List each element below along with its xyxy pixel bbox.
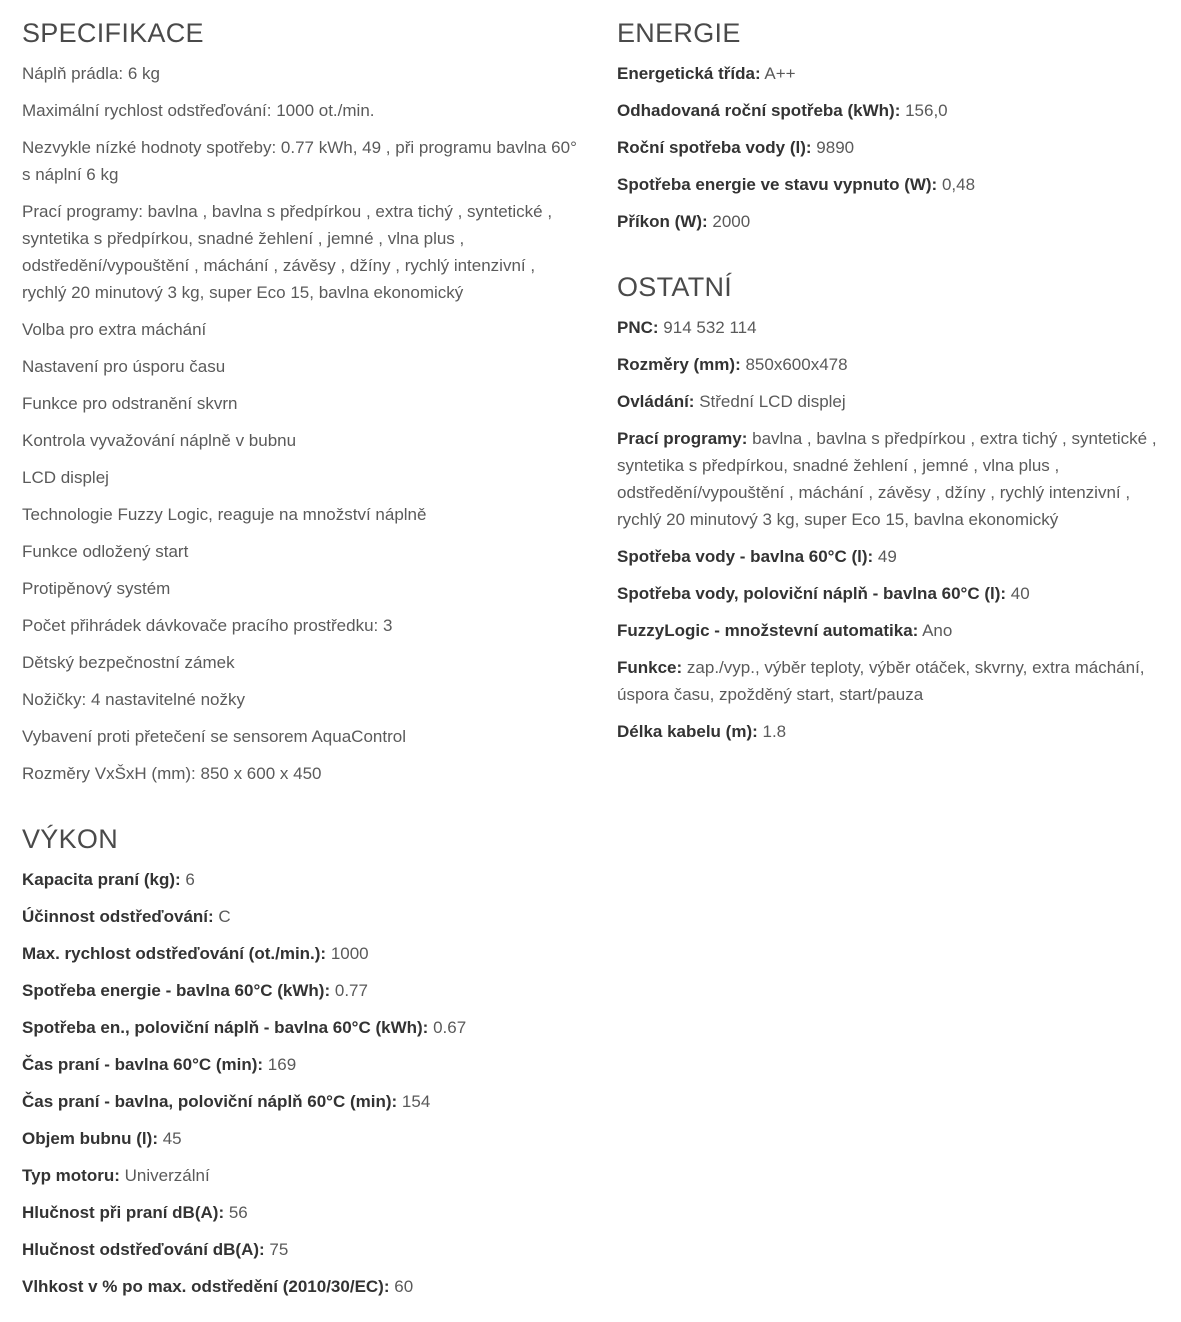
section-title-energie: ENERGIE [617,18,741,48]
spec-key: Vlhkost v % po max. odstředění (2010/30/EC): [22,1277,390,1296]
right-column [617,0,1165,755]
spec-value: 154 [397,1092,431,1111]
section-energie [617,0,1165,235]
spec-value: 60 [389,1277,414,1296]
spec-row [22,903,582,930]
spec-row [22,940,582,967]
spec-value: Univerzální [119,1166,210,1185]
spec-row [617,208,1165,235]
spec-row [617,134,1165,161]
list-vykon [22,866,582,1300]
list-item: LCD displej [22,468,109,487]
spec-row [617,171,1165,198]
spec-key: Kapacita praní (kg): [22,870,181,889]
spec-value: bavlna , bavlna s předpírkou , extra tichý , syntetické , syntetika s předpírkou, snadné žehlení , jemné , vlna plus , odstředění/vypouštění , máchání , závěsy , džíny , rychlý intenzivní , rychlý 20 minutový 3 kg, super Eco 15, bavlna ekonomický [617,429,1157,529]
spec-key: Příkon (W): [617,212,708,231]
spec-key: Spotřeba energie - bavlna 60°C (kWh): [22,981,331,1000]
spec-row [22,1051,582,1078]
spec-row [22,1014,582,1041]
spec-key: Hlučnost odstřeďování dB(A): [22,1240,265,1259]
spec-value: 6 [180,870,195,889]
spec-key: Spotřeba vody, poloviční náplň - bavlna 60°C (l): [617,584,1007,603]
list-item: Funkce odložený start [22,542,189,561]
list-item: Nezvykle nízké hodnoty spotřeby: 0.77 kWh, 49 , při programu bavlna 60° s náplní 6 kg [22,138,577,184]
spec-value: Ano [918,621,953,640]
spec-row [22,1125,582,1152]
spec-value: 49 [873,547,897,566]
spec-row [617,60,1165,87]
section-title-ostatni: OSTATNÍ [617,272,733,302]
spec-row [617,580,1165,607]
spec-key: Typ motoru: [22,1166,120,1185]
section-title-vykon: VÝKON [22,824,119,854]
left-column [22,0,582,1310]
spec-value: 0.67 [428,1018,467,1037]
list-item: Rozměry VxŠxH (mm): 850 x 600 x 450 [22,764,322,783]
spec-row [22,1162,582,1189]
list-specifikace [22,60,582,787]
spec-value: 9890 [811,138,855,157]
spec-row [617,97,1165,124]
spec-key: Délka kabelu (m): [617,722,758,741]
spec-row [617,388,1165,415]
list-item: Protipěnový systém [22,579,171,598]
spec-value: 40 [1006,584,1030,603]
spec-value: 156,0 [900,101,948,120]
spec-row [617,617,1165,644]
list-item: Nožičky: 4 nastavitelné nožky [22,690,245,709]
spec-value: 169 [263,1055,297,1074]
spec-key: Spotřeba energie ve stavu vypnuto (W): [617,175,938,194]
spec-key: Max. rychlost odstřeďování (ot./min.): [22,944,327,963]
spec-row [617,543,1165,570]
list-item: Náplň prádla: 6 kg [22,64,160,83]
spec-key: Energetická třída: [617,64,761,83]
spec-key: Roční spotřeba vody (l): [617,138,812,157]
list-item: Volba pro extra máchání [22,320,207,339]
spec-row [22,1199,582,1226]
list-item: Prací programy: bavlna , bavlna s předpírkou , extra tichý , syntetické , syntetika s předpírkou, snadné žehlení , jemné , vlna plus , odstředění/vypouštění , máchání , závěsy , džíny , rychlý intenzivní , rychlý 20 minutový 3 kg, super Eco 15, bavlna ekonomický [22,202,553,302]
spec-key: Prací programy: [617,429,748,448]
spec-row [22,977,582,1004]
list-item: Vybavení proti přetečení se sensorem AquaControl [22,727,406,746]
list-energie [617,60,1165,235]
spec-value: 45 [157,1129,182,1148]
spec-value: 0,48 [937,175,976,194]
list-item: Funkce pro odstranění skvrn [22,394,238,413]
spec-row [617,718,1165,745]
list-item: Nastavení pro úsporu času [22,357,226,376]
spec-row [22,1273,582,1300]
spec-row [617,351,1165,378]
spec-value: 1.8 [757,722,787,741]
spec-value: zap./vyp., výběr teploty, výběr otáček, skvrny, extra máchání, úspora času, zpožděný start, start/pauza [617,658,1145,704]
list-item: Dětský bezpečnostní zámek [22,653,235,672]
spec-row [617,314,1165,341]
spec-row [22,1088,582,1115]
spec-value: 0.77 [330,981,368,1000]
spec-key: FuzzyLogic - množstevní automatika: [617,621,919,640]
spec-key: Hlučnost při praní dB(A): [22,1203,225,1222]
section-vykon [22,797,582,1300]
spec-key: Ovládání: [617,392,695,411]
spec-row [617,425,1165,533]
spec-value: 850x600x478 [740,355,848,374]
section-ostatni [617,245,1165,745]
spec-value: 1000 [326,944,369,963]
list-item: Kontrola vyvažování náplně v bubnu [22,431,297,450]
spec-key: Účinnost odstřeďování: [22,907,214,926]
spec-key: Odhadovaná roční spotřeba (kWh): [617,101,901,120]
spec-key: Funkce: [617,658,683,677]
spec-value: 914 532 114 [658,318,757,337]
spec-row [22,1236,582,1263]
spec-key: Rozměry (mm): [617,355,741,374]
spec-value: 56 [224,1203,248,1222]
spec-value: 75 [264,1240,289,1259]
section-title-specifikace: SPECIFIKACE [22,18,204,48]
spec-value: C [213,907,231,926]
list-ostatni [617,314,1165,745]
spec-key: Objem bubnu (l): [22,1129,158,1148]
spec-key: Čas praní - bavlna, poloviční náplň 60°C (min): [22,1092,398,1111]
section-specifikace [22,0,582,787]
list-item: Počet přihrádek dávkovače pracího prostředku: 3 [22,616,393,635]
list-item: Maximální rychlost odstřeďování: 1000 ot./min. [22,101,375,120]
spec-value: 2000 [707,212,751,231]
spec-key: Spotřeba en., poloviční náplň - bavlna 60°C (kWh): [22,1018,429,1037]
spec-key: Spotřeba vody - bavlna 60°C (l): [617,547,874,566]
spec-key: Čas praní - bavlna 60°C (min): [22,1055,264,1074]
spec-key: PNC: [617,318,659,337]
spec-row [617,654,1165,708]
list-item: Technologie Fuzzy Logic, reaguje na množství náplně [22,505,427,524]
spec-row [22,866,582,893]
spec-value: Střední LCD displej [694,392,846,411]
spec-value: A++ [760,64,796,83]
